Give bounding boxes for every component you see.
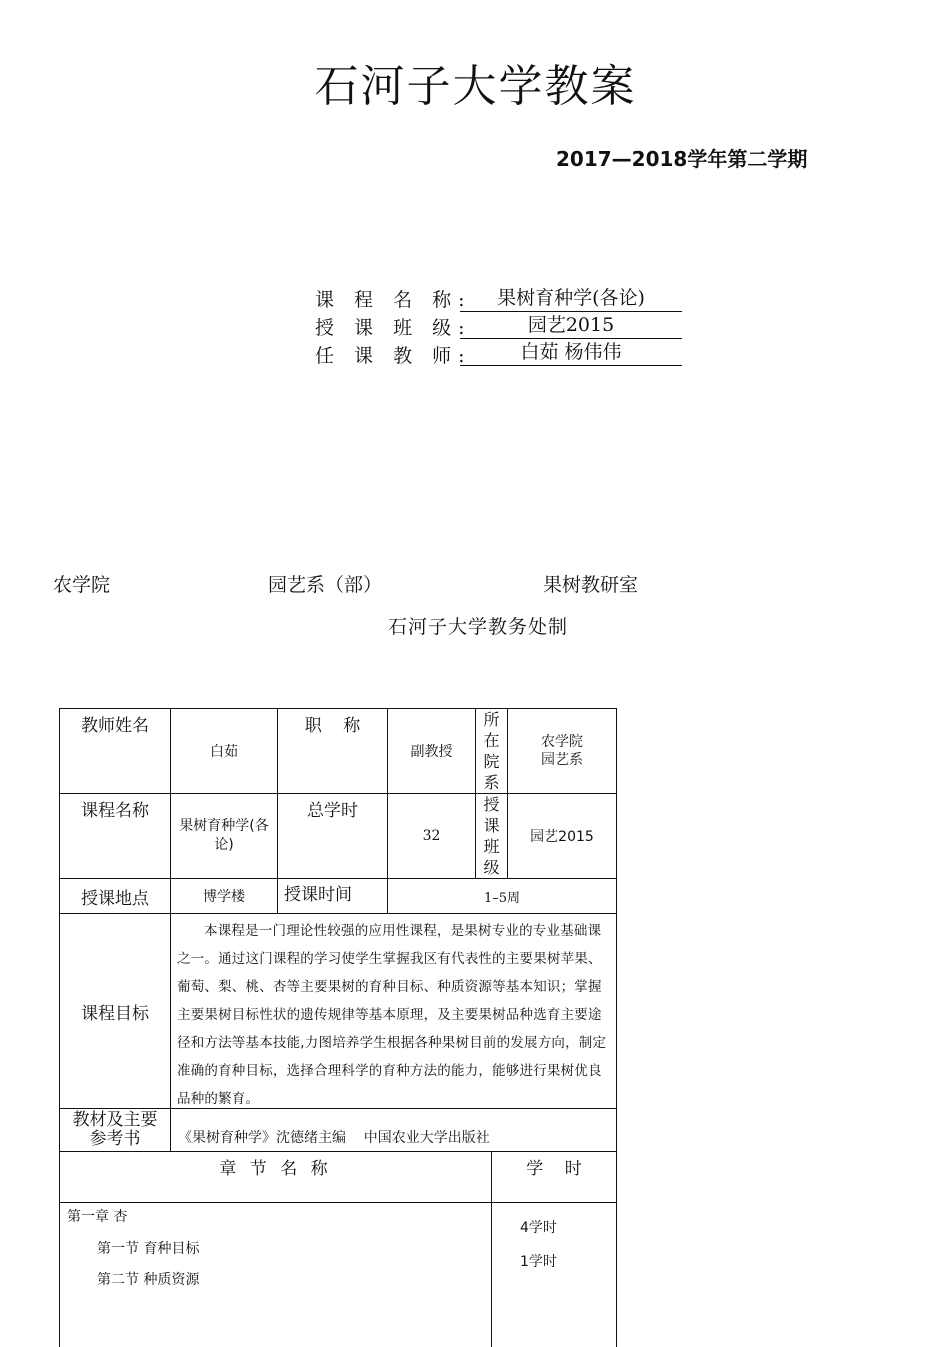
- textbook-label: [60, 1109, 170, 1151]
- textbook-label-cell: [59, 1108, 171, 1152]
- chapter-title-2: 第一节 育种目标: [97, 1241, 200, 1257]
- title-label-cell: [277, 708, 388, 794]
- total-hours-label-cell: [277, 793, 388, 879]
- chapter-hours-cell: [491, 1202, 617, 1347]
- class-label-cell: [475, 793, 508, 879]
- title-value: 副教授: [410, 744, 453, 760]
- title-label: 职 称: [304, 716, 361, 736]
- course-name-label: 课 程 名 称:: [315, 289, 472, 311]
- course-name-value-cell: [170, 793, 278, 879]
- teacher-name-value-cell: [170, 708, 278, 794]
- total-hours-value: 32: [422, 828, 441, 844]
- total-hours-label: 总学时: [307, 801, 358, 821]
- hours-header: 学 时: [526, 1159, 582, 1179]
- goal-text-cell: [170, 913, 617, 1109]
- total-hours-value-cell: [387, 793, 476, 879]
- class-value: 园艺2015: [460, 313, 682, 339]
- document-title: 石河子大学教案: [314, 61, 637, 112]
- chapter-hours-1: 4学时: [520, 1220, 557, 1236]
- textbook-label-line1: 教材及主要: [72, 1110, 158, 1130]
- college-label: 所在院系: [483, 710, 500, 792]
- course-name-table-label: 课程名称: [81, 801, 149, 821]
- class-table-label: 授课班级: [483, 795, 500, 877]
- chapter-header: 章 节 名 称: [219, 1159, 332, 1179]
- course-name-value: 果树育种学(各论): [460, 286, 682, 312]
- time-label: 授课时间: [284, 885, 352, 905]
- class-label: 授 课 班 级:: [315, 317, 472, 339]
- college-value-line1: 农学院: [541, 734, 583, 750]
- goal-label: 课程目标: [81, 1003, 149, 1024]
- course-name-label-cell: [59, 793, 171, 879]
- college-value-line2: 园艺系: [541, 752, 583, 768]
- title-value-cell: [387, 708, 476, 794]
- college-value-cell: [507, 708, 617, 794]
- college-name: 农学院: [53, 574, 111, 596]
- time-label-cell: [277, 878, 388, 914]
- chapter-list-cell: [59, 1202, 492, 1347]
- department-name: 园艺系（部）: [268, 574, 383, 596]
- textbook-value: 《果树育种学》沈德绪主编 中国农业大学出版社: [178, 1130, 490, 1146]
- location-value-cell: [170, 878, 278, 914]
- teacher-name-label: 教师姓名: [81, 716, 149, 736]
- class-table-value: 园艺2015: [530, 829, 594, 845]
- chapter-hours-2: 1学时: [520, 1254, 557, 1270]
- location-label-cell: [59, 878, 171, 914]
- goal-label-cell: [59, 913, 171, 1109]
- issuer-label: 石河子大学教务处制: [388, 616, 569, 638]
- hours-header-cell: [491, 1151, 617, 1203]
- chapter-header-cell: [59, 1151, 492, 1203]
- course-name-table-value: 果树育种学(各论): [179, 818, 269, 853]
- college-value: [508, 709, 616, 793]
- teacher-name-value: 白茹: [210, 744, 238, 760]
- textbook-label-line2: 参考书: [89, 1129, 141, 1149]
- textbook-value-cell: [170, 1108, 617, 1152]
- college-label-cell: [475, 708, 508, 794]
- office-name: 果树教研室: [543, 574, 639, 596]
- chapter-title-3: 第二节 种质资源: [97, 1272, 200, 1288]
- class-value-cell: [507, 793, 617, 879]
- location-value: 博学楼: [203, 889, 245, 905]
- teacher-label: 任 课 教 师:: [315, 345, 472, 367]
- teacher-value: 白茹 杨伟伟: [460, 340, 682, 366]
- location-label: 授课地点: [81, 888, 149, 909]
- teacher-name-label-cell: [59, 708, 171, 794]
- time-value-cell: [387, 878, 617, 914]
- goal-text: 本课程是一门理论性较强的应用性课程，是果树专业的专业基础课之一。通过这门课程的学习使学生掌握我区有代表性的主要果树苹果、葡萄、梨、桃、杏等主要果树的育种目标、种质资源等基本知识；掌握主要果树目标性状的遗传规律等基本原理，及主要果树品种选育主要途径和方法等基本技能,力图培养学生根据各种果树目前的发展方向，制定准确的育种目标，选择合理科学的育种方法的能力，能够进行果树优良品种的繁育。: [177, 923, 607, 1107]
- time-value: 1–5周: [483, 890, 521, 906]
- chapter-title-1: 第一章 杏: [67, 1209, 128, 1225]
- semester-label: 2017—2018学年第二学期: [556, 147, 808, 171]
